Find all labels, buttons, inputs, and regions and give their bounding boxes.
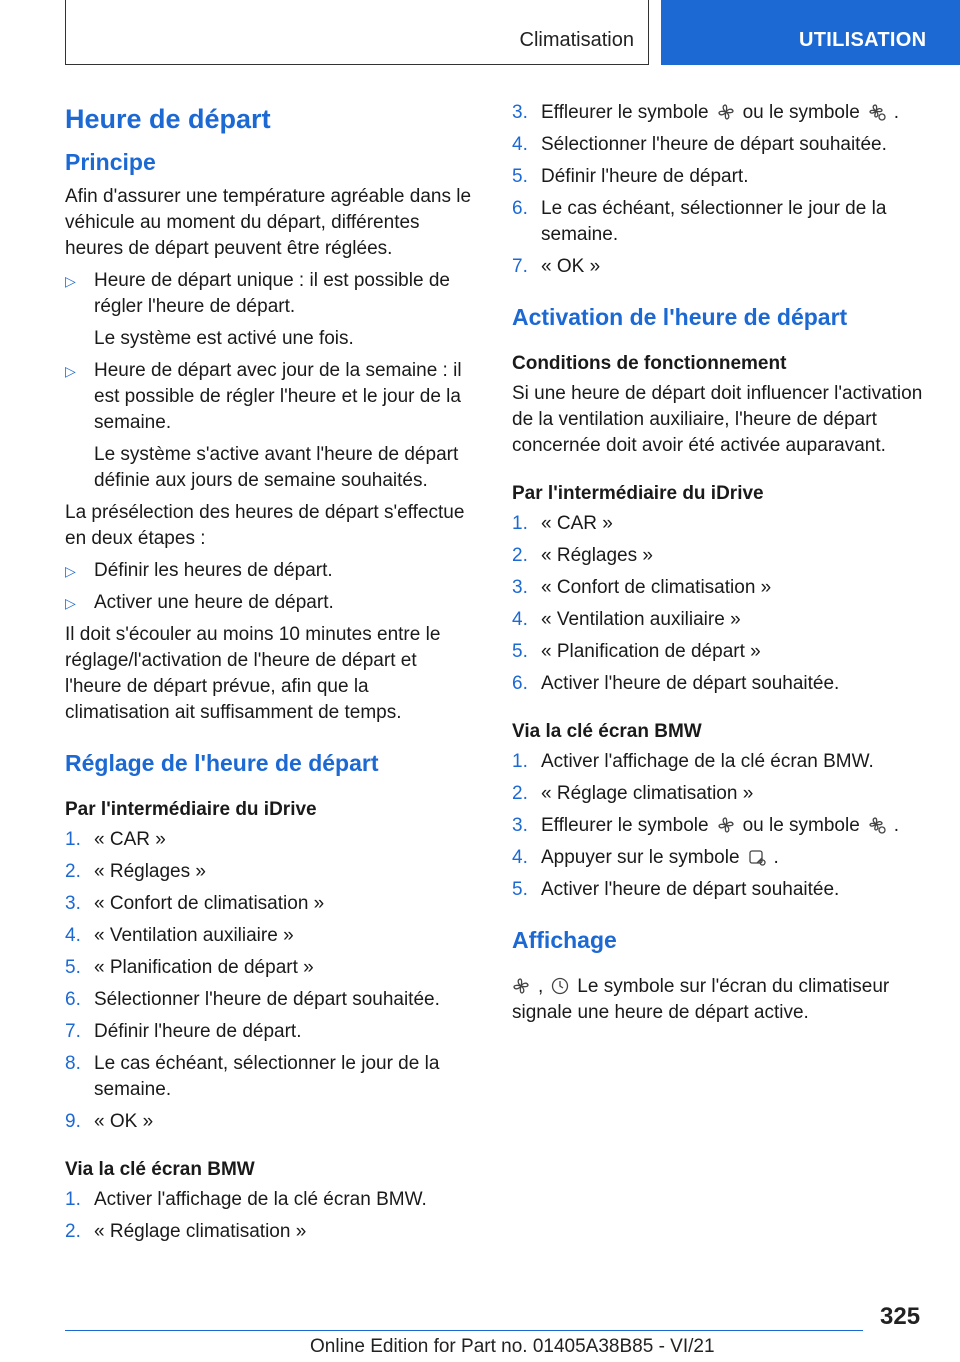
step-number: 5. bbox=[512, 641, 528, 662]
step-number: 2. bbox=[512, 545, 528, 566]
step-text: . bbox=[773, 847, 779, 868]
activation-idrive-heading: Par l'intermédiaire du iDrive bbox=[512, 483, 764, 504]
conditions-text: Si une heure de départ doit influencer l'activation de la ventilation auxiliaire, l'heure de départ concernée doit avoir été activée auparavant. bbox=[512, 383, 923, 456]
list-item bbox=[65, 891, 477, 917]
step-number: 2. bbox=[65, 861, 81, 882]
step-text: . bbox=[893, 815, 900, 836]
step-number: 9. bbox=[65, 1111, 81, 1132]
left-column bbox=[65, 100, 477, 1251]
reglage-continued-steps bbox=[512, 100, 930, 280]
step-number: 4. bbox=[65, 925, 81, 946]
reglage-heading: Réglage de l'heure de départ bbox=[65, 750, 379, 776]
step-number: 2. bbox=[65, 1221, 81, 1242]
list-item bbox=[512, 543, 930, 569]
list-item bbox=[512, 877, 930, 903]
list-item bbox=[65, 859, 477, 885]
step-text: ou le symbole bbox=[742, 815, 860, 836]
header-section-box bbox=[65, 0, 649, 65]
list-item bbox=[65, 590, 477, 616]
step-text: « Ventilation auxiliaire » bbox=[94, 925, 294, 946]
list-item bbox=[65, 955, 477, 981]
step-number: 3. bbox=[65, 893, 81, 914]
list-item bbox=[512, 607, 930, 633]
list-item bbox=[512, 781, 930, 807]
step-text: « OK » bbox=[94, 1111, 154, 1132]
bullet-subtext: Le système est activé une fois. bbox=[94, 328, 354, 349]
reglage-idrive-heading: Par l'intermédiaire du iDrive bbox=[65, 799, 317, 820]
triangle-bullet-icon: ▷ bbox=[65, 595, 76, 611]
step-text: Sélectionner l'heure de départ souhaitée. bbox=[94, 989, 440, 1010]
step-number: 1. bbox=[512, 513, 528, 534]
list-item bbox=[512, 639, 930, 665]
reglage-key-heading: Via la clé écran BMW bbox=[65, 1159, 255, 1180]
bullet-text: Heure de départ unique : il est possible de régler l'heure de départ. bbox=[94, 270, 450, 317]
timing-note: Il doit s'écouler au moins 10 minutes entre le réglage/l'activation de l'heure de départ et l'heure de départ prévue, afin que la climatisation ait suffisamment de temps. bbox=[65, 624, 441, 723]
step-text: « Réglages » bbox=[94, 861, 206, 882]
bullet-text: Définir les heures de départ. bbox=[94, 560, 333, 581]
principe-intro: Afin d'assurer une température agréable dans le véhicule au moment du départ, différentes heures de départ peuvent être réglées. bbox=[65, 186, 472, 259]
step-text: « Réglage climatisation » bbox=[541, 783, 754, 804]
step-text: « Planification de départ » bbox=[541, 641, 761, 662]
triangle-bullet-icon: ▷ bbox=[65, 363, 76, 379]
activation-key-steps bbox=[512, 749, 930, 903]
step-text: Activer l'heure de départ souhaitée. bbox=[541, 879, 840, 900]
triangle-bullet-icon: ▷ bbox=[65, 563, 76, 579]
reglage-key-steps bbox=[65, 1187, 477, 1245]
conditions-heading: Conditions de fonctionnement bbox=[512, 353, 787, 374]
step-text: Sélectionner l'heure de départ souhaitée. bbox=[541, 134, 887, 155]
separator-text: , bbox=[538, 976, 544, 997]
list-item bbox=[512, 511, 930, 537]
affichage-heading: Affichage bbox=[512, 927, 617, 953]
list-item bbox=[512, 575, 930, 601]
header-chapter-label: UTILISATION bbox=[799, 29, 927, 51]
bullet-subtext: Le système s'active avant l'heure de départ définie aux jours de semaine souhaités. bbox=[94, 444, 459, 491]
step-number: 2. bbox=[512, 783, 528, 804]
list-item bbox=[65, 827, 477, 853]
page-title: Heure de départ bbox=[65, 104, 271, 134]
affichage-text bbox=[512, 974, 930, 1026]
list-item bbox=[65, 1109, 477, 1135]
step-text: Activer l'affichage de la clé écran BMW. bbox=[541, 751, 874, 772]
step-number: 1. bbox=[65, 1189, 81, 1210]
bullet-text: Activer une heure de départ. bbox=[94, 592, 334, 613]
list-item bbox=[65, 358, 477, 494]
fan-timer-icon bbox=[868, 103, 886, 121]
step-number: 5. bbox=[65, 957, 81, 978]
step-number: 1. bbox=[512, 751, 528, 772]
list-item bbox=[65, 268, 477, 352]
step-text: « Réglage climatisation » bbox=[94, 1221, 307, 1242]
activation-key-heading: Via la clé écran BMW bbox=[512, 721, 702, 742]
list-item bbox=[512, 813, 930, 839]
step-text: ou le symbole bbox=[742, 102, 860, 123]
list-item bbox=[512, 254, 930, 280]
step-text: « OK » bbox=[541, 256, 601, 277]
list-item bbox=[65, 1019, 477, 1045]
footer-divider bbox=[65, 1330, 863, 1331]
list-item bbox=[65, 987, 477, 1013]
step-text: Activer l'heure de départ souhaitée. bbox=[541, 673, 840, 694]
step-number: 5. bbox=[512, 166, 528, 187]
fan-icon bbox=[717, 103, 735, 121]
step-text: Appuyer sur le symbole bbox=[541, 847, 740, 868]
step-text: « Ventilation auxiliaire » bbox=[541, 609, 741, 630]
step-text: « Planification de départ » bbox=[94, 957, 314, 978]
list-item bbox=[512, 164, 930, 190]
clock-icon bbox=[551, 977, 569, 995]
step-number: 4. bbox=[512, 134, 528, 155]
step-text: « CAR » bbox=[541, 513, 613, 534]
fan-timer-icon bbox=[868, 816, 886, 834]
step-number: 1. bbox=[65, 829, 81, 850]
step-number: 8. bbox=[65, 1053, 81, 1074]
step-text: Activer l'affichage de la clé écran BMW. bbox=[94, 1189, 427, 1210]
list-item bbox=[512, 196, 930, 248]
step-number: 6. bbox=[512, 673, 528, 694]
list-item bbox=[512, 749, 930, 775]
step-text: Le cas échéant, sélectionner le jour de la semaine. bbox=[94, 1053, 440, 1100]
footer-edition: Online Edition for Part no. 01405A38B85 - VI/21 bbox=[310, 1336, 715, 1357]
step-text: Définir l'heure de départ. bbox=[94, 1021, 302, 1042]
affichage-description: Le symbole sur l'écran du climatiseur signale une heure de départ active. bbox=[512, 976, 890, 1023]
step-number: 4. bbox=[512, 609, 528, 630]
step-text: « Réglages » bbox=[541, 545, 653, 566]
list-item bbox=[65, 923, 477, 949]
step-text: Définir l'heure de départ. bbox=[541, 166, 749, 187]
step-number: 7. bbox=[65, 1021, 81, 1042]
list-item bbox=[65, 558, 477, 584]
step-text: « CAR » bbox=[94, 829, 166, 850]
step-number: 7. bbox=[512, 256, 528, 277]
header-section-title: Climatisation bbox=[519, 29, 634, 51]
list-item bbox=[512, 845, 930, 871]
list-item bbox=[65, 1187, 477, 1213]
triangle-bullet-icon: ▷ bbox=[65, 273, 76, 289]
steps-bullets bbox=[65, 558, 477, 616]
page-number: 325 bbox=[880, 1303, 921, 1330]
list-item bbox=[512, 100, 930, 126]
list-item bbox=[512, 132, 930, 158]
header-chapter-tab bbox=[661, 0, 960, 65]
activation-idrive-steps bbox=[512, 511, 930, 697]
step-text: « Confort de climatisation » bbox=[541, 577, 772, 598]
fan-icon bbox=[717, 816, 735, 834]
list-item bbox=[65, 1051, 477, 1103]
step-text: Le cas échéant, sélectionner le jour de la semaine. bbox=[541, 198, 887, 245]
list-item bbox=[65, 1219, 477, 1245]
list-item bbox=[512, 671, 930, 697]
step-number: 3. bbox=[512, 102, 528, 123]
step-number: 6. bbox=[512, 198, 528, 219]
step-number: 5. bbox=[512, 879, 528, 900]
bullet-text: Heure de départ avec jour de la semaine : il est possible de régler l'heure et le jour de la semaine. bbox=[94, 360, 462, 433]
step-number: 3. bbox=[512, 577, 528, 598]
timer-icon bbox=[748, 848, 766, 866]
step-text: . bbox=[893, 102, 900, 123]
step-number: 4. bbox=[512, 847, 528, 868]
fan-icon bbox=[512, 977, 530, 995]
step-text: Effleurer le symbole bbox=[541, 102, 709, 123]
steps-intro: La présélection des heures de départ s'effectue en deux étapes : bbox=[65, 502, 465, 549]
principe-bullets bbox=[65, 268, 477, 494]
activation-heading: Activation de l'heure de départ bbox=[512, 304, 848, 330]
step-text: « Confort de climatisation » bbox=[94, 893, 325, 914]
principe-heading: Principe bbox=[65, 149, 156, 175]
step-number: 3. bbox=[512, 815, 528, 836]
right-column bbox=[512, 100, 930, 1032]
step-number: 6. bbox=[65, 989, 81, 1010]
reglage-idrive-steps bbox=[65, 827, 477, 1135]
step-text: Effleurer le symbole bbox=[541, 815, 709, 836]
